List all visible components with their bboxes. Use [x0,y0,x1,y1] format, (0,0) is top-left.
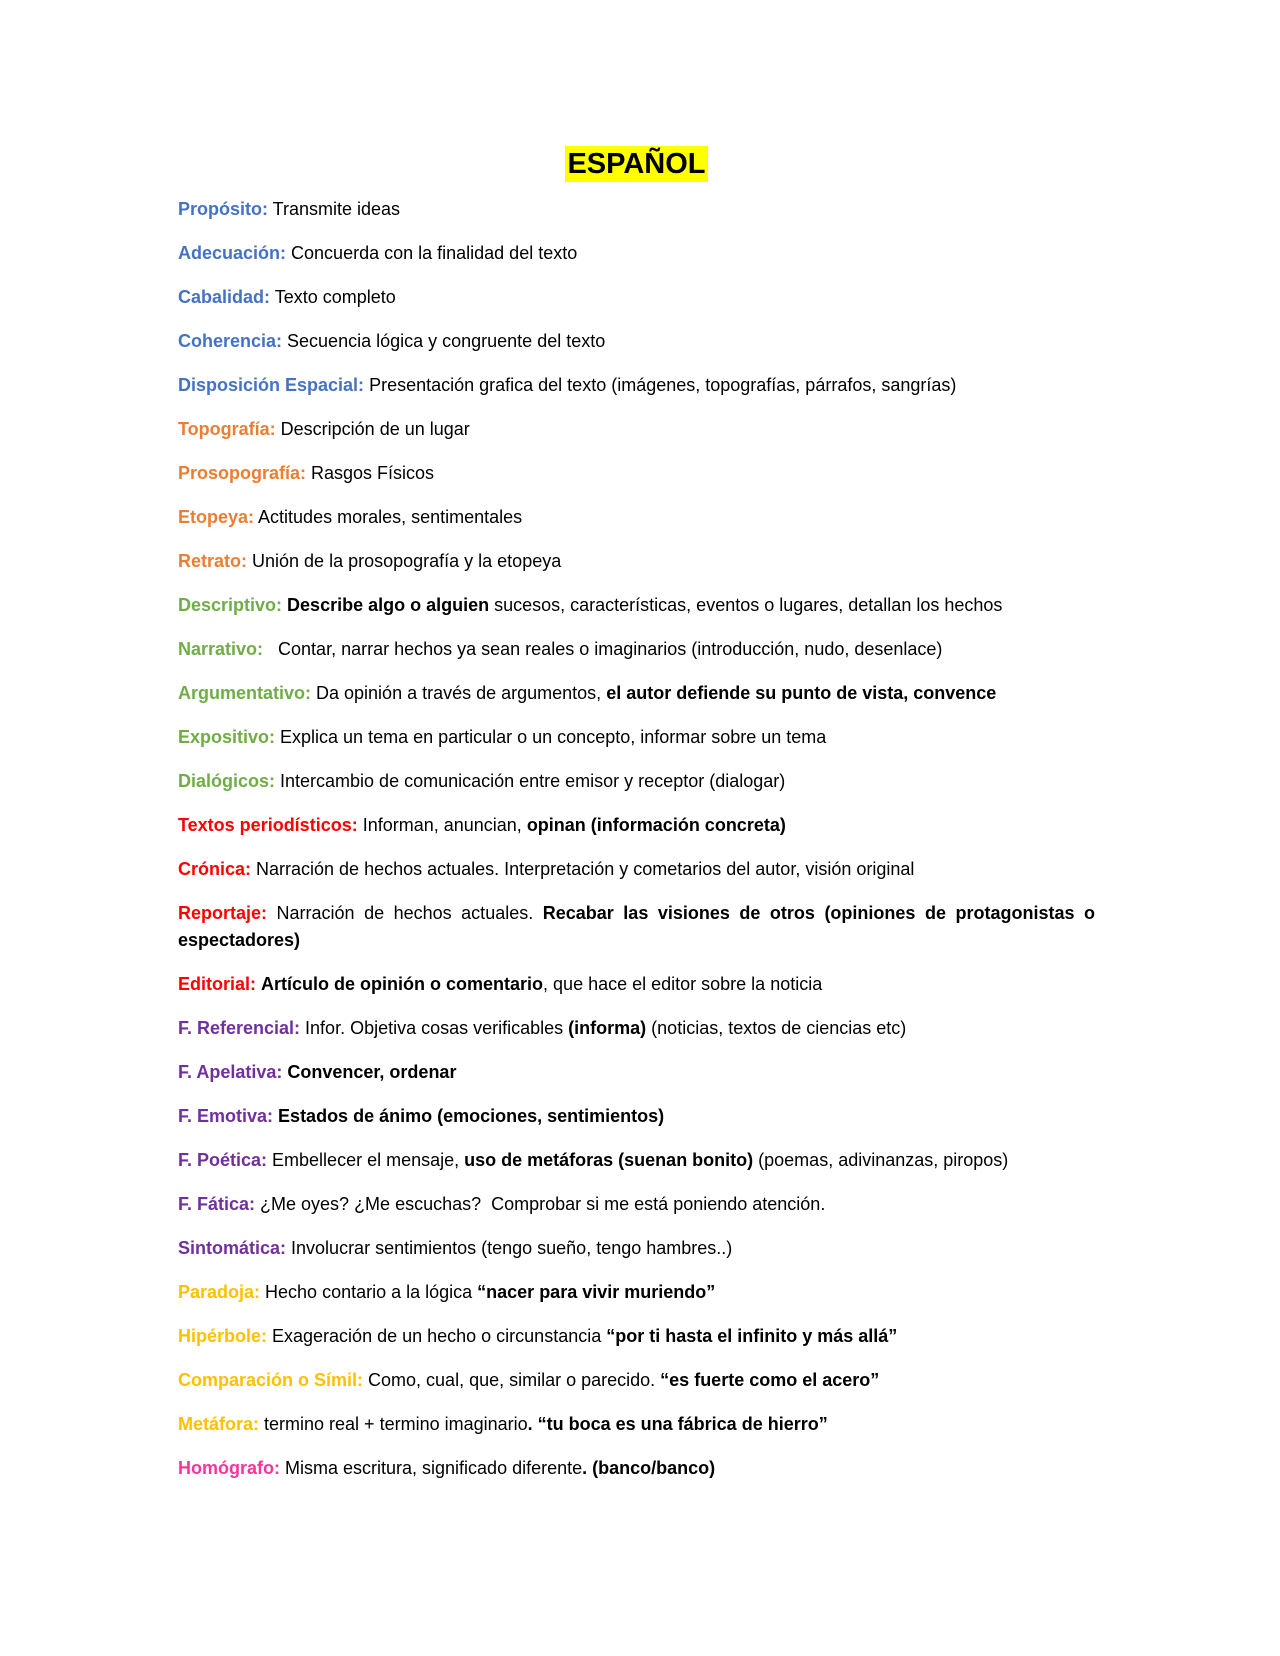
title-container [178,146,1095,182]
definition-text: ¿Me oyes? ¿Me escuchas? Comprobar si me está poniendo atención. [255,1194,826,1214]
definition-term: Textos periodísticos: [178,815,358,835]
definition-term: Retrato: [178,551,248,571]
definition-entry [178,1323,1095,1350]
definition-text: Misma escritura, significado diferente [280,1458,583,1478]
definition-entry [178,504,1095,531]
definition-text: Actitudes morales, sentimentales [254,507,523,527]
definition-text: Informan, anuncian, [357,815,527,835]
definition-emphasis: (informa) [568,1018,647,1038]
definition-term: Propósito: [178,199,268,219]
definition-text: Concuerda con la finalidad del texto [286,243,578,263]
definition-text: sucesos, características, eventos o lugares, detallan los hechos [489,595,1003,615]
definition-term: Metáfora: [178,1414,260,1434]
definition-text: , que hace el editor sobre la noticia [543,974,823,994]
definition-term: Argumentativo: [178,683,312,703]
definition-term: F. Fática: [178,1194,256,1214]
definition-term: Dialógicos: [178,771,276,791]
definition-emphasis: Artículo de opinión o comentario [261,974,544,994]
page-title: ESPAÑOL [567,148,706,180]
definition-entry [178,592,1095,619]
definition-entry [178,1015,1095,1042]
definition-term: Hipérbole: [178,1326,268,1346]
definition-entry [178,1059,1095,1086]
definition-entry [178,1455,1095,1482]
definition-entry [178,416,1095,443]
definition-emphasis: el autor defiende su punto de vista, convence [606,683,997,703]
definition-entry [178,1191,1095,1218]
definition-entry [178,1235,1095,1262]
definition-emphasis: . “tu boca es una fábrica de hierro” [527,1414,828,1434]
definition-text: Narración de hechos actuales. [267,903,543,923]
definition-entry [178,1411,1095,1438]
definition-entry [178,768,1095,795]
definition-entry [178,548,1095,575]
definition-text: Explica un tema en particular o un concepto, informar sobre un tema [275,727,827,747]
definition-text: Unión de la prosopografía y la etopeya [247,551,562,571]
definition-term: Comparación o Símil: [178,1370,364,1390]
definition-emphasis: uso de metáforas (suenan bonito) [464,1150,754,1170]
definition-term: Prosopografía: [178,463,307,483]
definition-emphasis: opinan (información concreta) [526,815,786,835]
definition-text: Intercambio de comunicación entre emisor y receptor (dialogar) [275,771,786,791]
definition-text: Texto completo [270,287,396,307]
definition-text: termino real + termino imaginario [259,1414,528,1434]
definition-entry [178,1103,1095,1130]
definition-term: Homógrafo: [178,1458,280,1478]
definition-term: Cabalidad: [178,287,271,307]
definition-term: Paradoja: [178,1282,261,1302]
definition-text: Embellecer el mensaje, [267,1150,465,1170]
definition-text: Contar, narrar hechos ya sean reales o imaginarios (introducción, nudo, desenlace) [263,639,943,659]
definition-entry [178,856,1095,883]
definition-term: Reportaje: [178,903,268,923]
definition-term: Etopeya: [178,507,255,527]
definition-text: Como, cual, que, similar o parecido. [363,1370,661,1390]
definition-emphasis: . (banco/banco) [582,1458,716,1478]
definition-text: Infor. Objetiva cosas verificables [300,1018,569,1038]
definition-term: F. Poética: [178,1150,268,1170]
definition-term: Topografía: [178,419,276,439]
definition-entry [178,1367,1095,1394]
definition-entry [178,196,1095,223]
definition-entry [178,1279,1095,1306]
definition-text: Narración de hechos actuales. Interpretación y cometarios del autor, visión original [251,859,915,879]
definition-term: Expositivo: [178,727,276,747]
definition-term: Adecuación: [178,243,287,263]
definition-entry [178,724,1095,751]
definitions-list [178,196,1101,1482]
definition-entry [178,971,1095,998]
definition-emphasis: Estados de ánimo (emociones, sentimientos) [278,1106,665,1126]
definition-entry [178,636,1095,663]
definition-entry [178,460,1095,487]
definition-entry [178,284,1095,311]
definition-emphasis: “por ti hasta el infinito y más allá” [606,1326,898,1346]
definition-term: F. Emotiva: [178,1106,274,1126]
definition-entry [178,1147,1095,1174]
definition-emphasis: “es fuerte como el acero” [660,1370,880,1390]
definition-text: Presentación grafica del texto (imágenes, topografías, párrafos, sangrías) [364,375,957,395]
definition-emphasis: “nacer para vivir muriendo” [477,1282,716,1302]
definition-text: Secuencia lógica y congruente del texto [282,331,606,351]
definition-text: Da opinión a través de argumentos, [311,683,607,703]
definition-term: Descriptivo: [178,595,283,615]
definition-term: Coherencia: [178,331,283,351]
definition-text: Involucrar sentimientos (tengo sueño, tengo hambres..) [286,1238,733,1258]
definition-entry [178,900,1101,954]
definition-term: Sintomática: [178,1238,287,1258]
definition-emphasis: Convencer, ordenar [287,1062,457,1082]
definition-emphasis: Describe algo o alguien [287,595,490,615]
definition-term: F. Apelativa: [178,1062,283,1082]
definition-text: Hecho contario a la lógica [260,1282,478,1302]
definition-text: Rasgos Físicos [306,463,435,483]
definition-term: F. Referencial: [178,1018,301,1038]
definition-entry [178,680,1095,707]
definition-text: Descripción de un lugar [275,419,470,439]
definition-text: (poemas, adivinanzas, piropos) [753,1150,1009,1170]
definition-term: Crónica: [178,859,252,879]
definition-term: Narrativo: [178,639,264,659]
definition-entry [178,240,1095,267]
definition-text: (noticias, textos de ciencias etc) [646,1018,907,1038]
definition-term: Disposición Espacial: [178,375,365,395]
definition-entry [178,372,1095,399]
definition-emphasis: Recabar las visiones de otros (opiniones de protagonistas o espectadores) [178,903,1101,950]
definition-entry [178,812,1095,839]
definition-entry [178,328,1095,355]
definition-term: Editorial: [178,974,257,994]
definition-text: Transmite ideas [268,199,401,219]
definition-text: Exageración de un hecho o circunstancia [267,1326,607,1346]
